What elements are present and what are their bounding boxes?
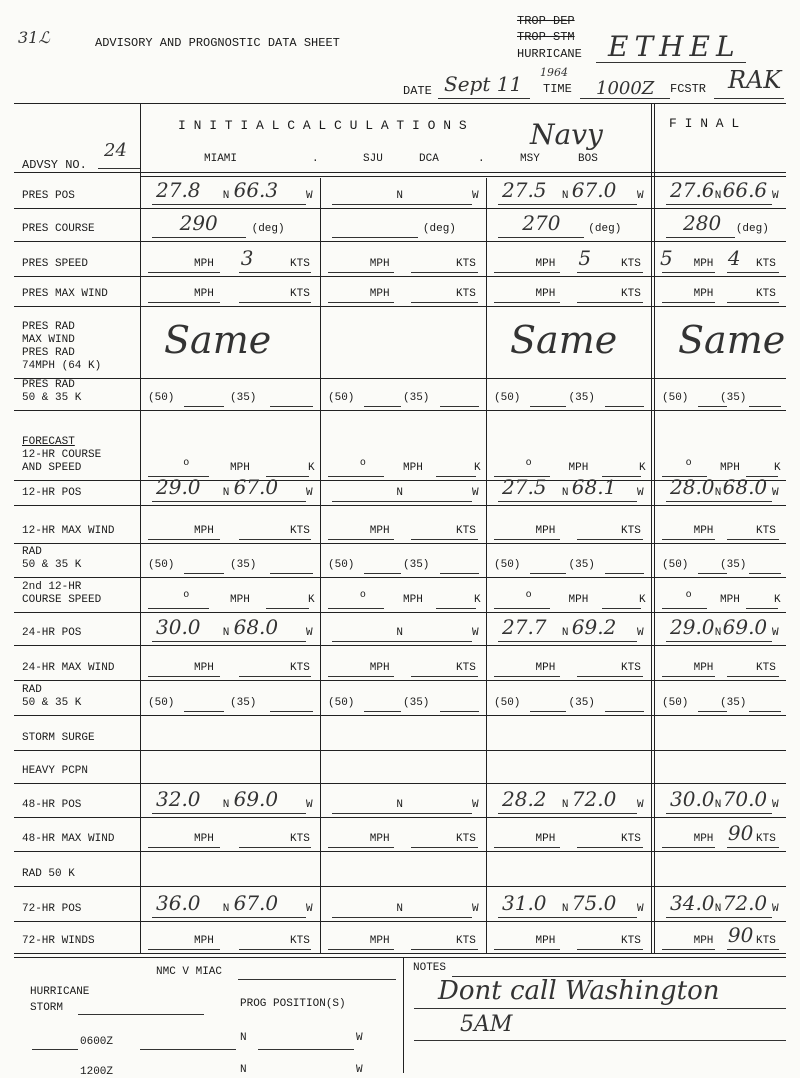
trop-stm-label: TROP STM xyxy=(517,30,575,44)
row-label: PRES COURSE xyxy=(22,223,95,235)
time-0600z: 0600Z xyxy=(80,1036,114,1048)
kts-unit: KTS xyxy=(756,833,776,845)
cell-miami-lon: 69.0 xyxy=(233,787,279,811)
rad50-label: (50) xyxy=(328,697,355,709)
cell-msy-bos-lat: 31.0 xyxy=(502,891,547,915)
time-label: TIME xyxy=(543,82,572,96)
mph-unit: MPH xyxy=(568,462,589,474)
mph-unit: MPH xyxy=(693,833,714,845)
rad35-label: (35) xyxy=(230,392,257,404)
trop-dep-label: TROP DEP xyxy=(517,14,575,28)
mph-unit: MPH xyxy=(369,935,390,947)
cell-final-lon: 68.0 xyxy=(722,475,768,499)
rad35-label: (35) xyxy=(403,392,430,404)
n-unit: N xyxy=(396,190,403,202)
cell-msy-bos-speed: 5 xyxy=(578,246,592,270)
kts-unit: KTS xyxy=(621,288,641,300)
w-unit: W xyxy=(637,487,644,499)
rad50-label: (50) xyxy=(148,559,175,571)
cell-final-speed: 4 xyxy=(727,246,741,270)
row-label: PRES RAD xyxy=(22,347,75,359)
w-unit: W xyxy=(306,903,313,915)
rad35-label: (35) xyxy=(403,559,430,571)
cell-miami-course: 290 xyxy=(179,211,218,235)
mph-unit: MPH xyxy=(194,833,214,845)
mph-unit: MPH xyxy=(693,935,714,947)
kts-unit: KTS xyxy=(456,258,476,270)
margin-note: 31ℒ xyxy=(18,28,50,47)
w-unit: W xyxy=(472,903,479,915)
cell-final-lat: 29.0 xyxy=(670,615,715,639)
initial-calculations-heading: I N I T I A L C A L C U L A T I O N S xyxy=(178,118,467,133)
row-label: PRES SPEED xyxy=(22,258,89,270)
final-mph-note: 5 xyxy=(660,246,673,270)
deg-symbol: o xyxy=(359,458,366,469)
mph-unit: MPH xyxy=(535,525,556,537)
n-unit: N xyxy=(222,903,230,915)
cell-msy-bos-lon: 72.0 xyxy=(571,787,617,811)
kts-unit: KTS xyxy=(756,288,776,300)
k-unit: K xyxy=(639,462,646,474)
kts-unit: KTS xyxy=(756,258,776,270)
deg-unit: (deg) xyxy=(422,223,456,235)
row-label: RAD xyxy=(22,684,42,696)
row-label: 24-HR MAX WIND xyxy=(22,662,115,674)
cell-final-lon: 70.0 xyxy=(722,787,768,811)
cell-msy-bos-lon: 75.0 xyxy=(571,891,617,915)
cell-miami-lon: 67.0 xyxy=(233,891,279,915)
n-unit: N xyxy=(714,903,722,915)
kts-unit: KTS xyxy=(756,935,776,947)
row-label: PRES MAX WIND xyxy=(22,288,108,300)
w-unit: W xyxy=(772,627,779,639)
mph-unit: MPH xyxy=(693,525,714,537)
kts-unit: KTS xyxy=(621,833,641,845)
rad50-label: (50) xyxy=(662,559,689,571)
deg-unit: (deg) xyxy=(735,223,769,235)
cell-final-lat: 30.0 xyxy=(670,787,715,811)
rad35-label: (35) xyxy=(720,392,747,404)
w-unit: W xyxy=(637,190,644,202)
row-label: 50 & 35 K xyxy=(22,559,82,571)
kts-unit: KTS xyxy=(756,525,776,537)
row-label: PRES RAD xyxy=(22,379,75,391)
row-label: 48-HR POS xyxy=(22,799,82,811)
mph-unit: MPH xyxy=(568,594,589,606)
cell-final-same: Same xyxy=(678,318,786,362)
rad50-label: (50) xyxy=(328,392,355,404)
notes-line-2: 5AM xyxy=(460,1012,513,1037)
prog-positions-label: PROG POSITION(S) xyxy=(240,998,346,1010)
mph-unit: MPH xyxy=(535,258,556,270)
mph-unit: MPH xyxy=(230,462,250,474)
w-unit: W xyxy=(306,487,313,499)
mph-unit: MPH xyxy=(535,662,556,674)
deg-unit: (deg) xyxy=(251,223,285,235)
w-unit: W xyxy=(306,190,313,202)
n-unit: N xyxy=(561,627,569,639)
n-unit: N xyxy=(396,627,403,639)
kts-unit: KTS xyxy=(290,935,310,947)
w-unit: W xyxy=(472,190,479,202)
n-unit: N xyxy=(714,799,722,811)
mph-unit: MPH xyxy=(403,462,423,474)
bottom-w-1: W xyxy=(356,1032,363,1044)
kts-unit: KTS xyxy=(756,662,776,674)
row-label: HEAVY PCPN xyxy=(22,765,89,777)
mph-unit: MPH xyxy=(693,288,714,300)
mph-unit: MPH xyxy=(535,288,556,300)
cell-miami-lon: 67.0 xyxy=(233,475,279,499)
bottom-n-1: N xyxy=(240,1032,247,1044)
n-unit: N xyxy=(561,903,569,915)
rad50-label: (50) xyxy=(662,697,689,709)
mph-unit: MPH xyxy=(693,662,714,674)
time-value: 1000Z xyxy=(596,78,655,99)
w-unit: W xyxy=(472,627,479,639)
cell-miami-lat: 30.0 xyxy=(156,615,201,639)
n-unit: N xyxy=(396,799,403,811)
kts-unit: KTS xyxy=(621,258,641,270)
cell-final-lon: 72.0 xyxy=(722,891,768,915)
k-unit: K xyxy=(774,594,781,606)
mph-unit: MPH xyxy=(194,662,214,674)
fcstr-value: RAK xyxy=(728,66,782,94)
cell-msy-bos-lon: 69.2 xyxy=(571,615,617,639)
deg-unit: (deg) xyxy=(588,223,622,235)
rad35-label: (35) xyxy=(720,559,747,571)
row-label: 50 & 35 K xyxy=(22,392,82,404)
advsy-no-value: 24 xyxy=(104,140,127,161)
kts-unit: KTS xyxy=(290,288,310,300)
w-unit: W xyxy=(772,799,779,811)
hurricane-label: HURRICANE xyxy=(517,47,582,61)
k-unit: K xyxy=(474,594,481,606)
rad35-label: (35) xyxy=(230,697,257,709)
row-label: AND SPEED xyxy=(22,462,82,474)
cell-msy-bos-course: 270 xyxy=(522,211,561,235)
year-note: 1964 xyxy=(540,66,568,79)
navy-note: Navy xyxy=(530,118,603,151)
mph-unit: MPH xyxy=(194,288,214,300)
kts-unit: KTS xyxy=(290,833,310,845)
n-unit: N xyxy=(561,487,569,499)
deg-symbol: o xyxy=(359,590,366,601)
cell-miami-lat: 32.0 xyxy=(156,787,201,811)
k-unit: K xyxy=(308,594,315,606)
n-unit: N xyxy=(561,190,569,202)
row-label: 48-HR MAX WIND xyxy=(22,833,115,845)
date-value: Sept 11 xyxy=(444,72,523,96)
mph-unit: MPH xyxy=(194,258,214,270)
rad50-label: (50) xyxy=(662,392,689,404)
w-unit: W xyxy=(637,627,644,639)
col-bos: BOS xyxy=(578,153,598,165)
row-label: 12-HR COURSE xyxy=(22,449,102,461)
rad50-label: (50) xyxy=(328,559,355,571)
w-unit: W xyxy=(772,903,779,915)
w-unit: W xyxy=(472,799,479,811)
kts-unit: KTS xyxy=(456,833,476,845)
col-dot-2: . xyxy=(478,153,485,165)
mph-unit: MPH xyxy=(369,288,390,300)
mph-unit: MPH xyxy=(535,833,556,845)
bottom-n-2: N xyxy=(240,1064,247,1076)
time-1200z: 1200Z xyxy=(80,1066,114,1078)
deg-symbol: o xyxy=(183,458,190,469)
row-label: 72-HR POS xyxy=(22,903,82,915)
advsy-no-label: ADVSY NO. xyxy=(22,158,87,172)
cell-msy-bos-lon: 68.1 xyxy=(571,475,617,499)
cell-final-course: 280 xyxy=(683,211,722,235)
row-label: 2nd 12-HR xyxy=(22,581,82,593)
cell-msy-bos-same: Same xyxy=(510,318,618,362)
mph-unit: MPH xyxy=(369,525,390,537)
rad50-label: (50) xyxy=(494,559,521,571)
w-unit: W xyxy=(637,903,644,915)
n-unit: N xyxy=(222,487,230,499)
mph-unit: MPH xyxy=(693,258,714,270)
rad50-label: (50) xyxy=(148,697,175,709)
cell-miami-lat: 27.8 xyxy=(156,178,201,202)
w-unit: W xyxy=(637,799,644,811)
row-label: 12-HR POS xyxy=(22,487,82,499)
hurricane-bottom-label: HURRICANE xyxy=(30,986,90,998)
rad35-label: (35) xyxy=(568,697,595,709)
n-unit: N xyxy=(714,627,722,639)
cell-final-lat: 28.0 xyxy=(670,475,715,499)
w-unit: W xyxy=(306,627,313,639)
rad35-label: (35) xyxy=(230,559,257,571)
mph-unit: MPH xyxy=(720,462,740,474)
cell-msy-bos-lat: 28.2 xyxy=(502,787,547,811)
rad35-label: (35) xyxy=(720,697,747,709)
n-unit: N xyxy=(396,903,403,915)
kts-unit: KTS xyxy=(456,935,476,947)
mph-unit: MPH xyxy=(369,258,390,270)
cell-final-lat: 34.0 xyxy=(670,891,715,915)
k-unit: K xyxy=(639,594,646,606)
bottom-w-2: W xyxy=(356,1064,363,1076)
n-unit: N xyxy=(222,799,230,811)
deg-symbol: o xyxy=(685,458,692,469)
k-unit: K xyxy=(774,462,781,474)
mph-unit: MPH xyxy=(369,833,390,845)
k-unit: K xyxy=(474,462,481,474)
cell-msy-bos-lat: 27.5 xyxy=(502,475,547,499)
mph-unit: MPH xyxy=(230,594,250,606)
w-unit: W xyxy=(772,190,779,202)
notes-label: NOTES xyxy=(413,962,447,974)
row-label: RAD xyxy=(22,546,42,558)
cell-miami-lat: 36.0 xyxy=(156,891,201,915)
row-label: STORM SURGE xyxy=(22,732,95,744)
kts-unit: KTS xyxy=(456,288,476,300)
sheet-title: ADVISORY AND PROGNOSTIC DATA SHEET xyxy=(95,36,340,50)
cell-miami-lon: 68.0 xyxy=(233,615,279,639)
deg-symbol: o xyxy=(525,590,532,601)
col-dca: DCA xyxy=(419,153,439,165)
kts-unit: KTS xyxy=(290,525,310,537)
kts-unit: KTS xyxy=(621,525,641,537)
n-unit: N xyxy=(561,799,569,811)
row-label: PRES RAD xyxy=(22,321,75,333)
kts-unit: KTS xyxy=(621,935,641,947)
mph-unit: MPH xyxy=(403,594,423,606)
storm-name: ETHEL xyxy=(608,30,741,63)
row-label: COURSE SPEED xyxy=(22,594,102,606)
date-label: DATE xyxy=(403,84,432,98)
row-label: 72-HR WINDS xyxy=(22,935,95,947)
w-unit: W xyxy=(772,487,779,499)
kts-unit: KTS xyxy=(456,662,476,674)
rad50-label: (50) xyxy=(494,697,521,709)
cell-final-lon: 69.0 xyxy=(722,615,768,639)
mph-unit: MPH xyxy=(535,935,556,947)
rad35-label: (35) xyxy=(403,697,430,709)
row-label: PRES POS xyxy=(22,190,75,202)
cell-final-lat: 27.6 xyxy=(670,178,715,202)
cell-miami-same: Same xyxy=(164,318,272,362)
n-unit: N xyxy=(714,190,722,202)
cell-final-speed: 90 xyxy=(727,923,754,947)
cell-miami-lat: 29.0 xyxy=(156,475,201,499)
cell-miami-lon: 66.3 xyxy=(233,178,279,202)
cell-final-speed: 90 xyxy=(727,821,754,845)
mph-unit: MPH xyxy=(369,662,390,674)
row-label: 50 & 35 K xyxy=(22,697,82,709)
final-heading: F I N A L xyxy=(669,116,740,131)
n-unit: N xyxy=(222,627,230,639)
row-label: 12-HR MAX WIND xyxy=(22,525,115,537)
kts-unit: KTS xyxy=(456,525,476,537)
cell-miami-speed: 3 xyxy=(240,246,254,270)
deg-symbol: o xyxy=(183,590,190,601)
rad35-label: (35) xyxy=(568,392,595,404)
cell-msy-bos-lat: 27.5 xyxy=(502,178,547,202)
kts-unit: KTS xyxy=(621,662,641,674)
mph-unit: MPH xyxy=(194,935,214,947)
kts-unit: KTS xyxy=(290,258,310,270)
cell-msy-bos-lat: 27.7 xyxy=(502,615,547,639)
rad35-label: (35) xyxy=(568,559,595,571)
nmc-miac-label: NMC V MIAC xyxy=(156,966,223,978)
n-unit: N xyxy=(222,190,230,202)
row-label: MAX WIND xyxy=(22,334,75,346)
w-unit: W xyxy=(306,799,313,811)
notes-line-1: Dont call Washington xyxy=(438,976,720,1006)
cell-final-lon: 66.6 xyxy=(722,178,768,202)
fcstr-label: FCSTR xyxy=(670,82,707,96)
k-unit: K xyxy=(308,462,315,474)
n-unit: N xyxy=(396,487,403,499)
rad50-label: (50) xyxy=(494,392,521,404)
col-sju: SJU xyxy=(363,153,383,165)
row-label: FORECAST xyxy=(22,436,75,448)
kts-unit: KTS xyxy=(290,662,310,674)
cell-msy-bos-lon: 67.0 xyxy=(571,178,617,202)
col-miami: MIAMI xyxy=(204,153,238,165)
col-dot-1: . xyxy=(312,153,319,165)
deg-symbol: o xyxy=(525,458,532,469)
rad50-label: (50) xyxy=(148,392,175,404)
row-label: 74MPH (64 K) xyxy=(22,360,102,372)
deg-symbol: o xyxy=(685,590,692,601)
row-label: RAD 50 K xyxy=(22,868,75,880)
mph-unit: MPH xyxy=(720,594,740,606)
col-msy: MSY xyxy=(520,153,540,165)
n-unit: N xyxy=(714,487,722,499)
row-label: 24-HR POS xyxy=(22,627,82,639)
storm-bottom-label: STORM xyxy=(30,1002,64,1014)
w-unit: W xyxy=(472,487,479,499)
mph-unit: MPH xyxy=(194,525,214,537)
